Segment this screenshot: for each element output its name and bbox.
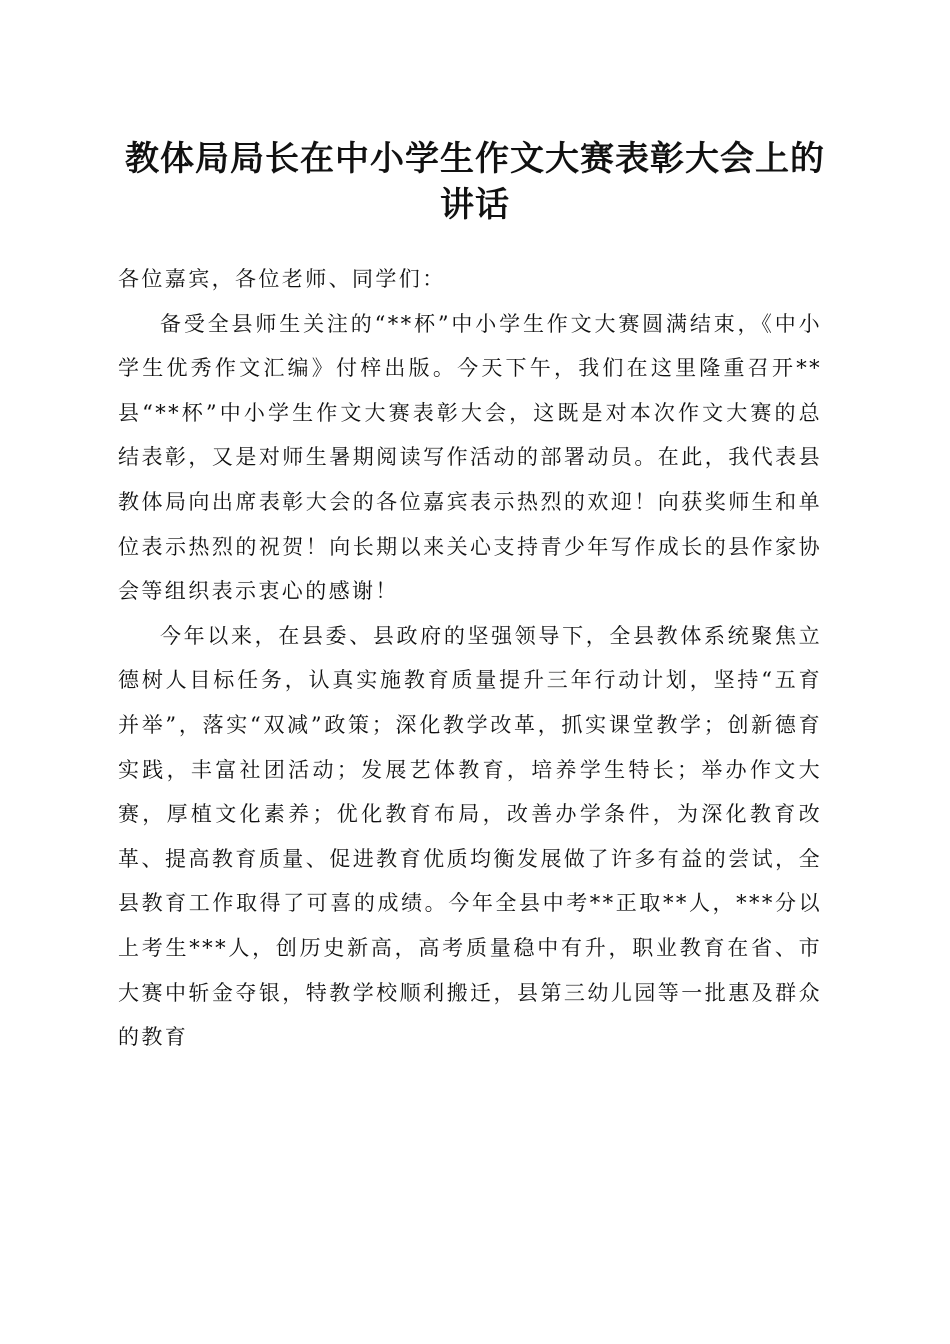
paragraph-1: 备受全县师生关注的“**杯”中小学生作文大赛圆满结束，《中小学生优秀作文汇编》付梓出版。今天下午，我们在这里隆重召开**县“**杯”中小学生作文大赛表彰大会，这既是对本次作文大赛的总结表彰，又是对师生暑期阅读写作活动的部署动员。在此，我代表县教体局向出席表彰大会的各位嘉宾表示热烈的欢迎！向获奖师生和单位表示热烈的祝贺！向长期以来关心支持青少年写作成长的县作家协会等组织表示衷心的感谢！	[118, 311, 822, 604]
paragraph-2: 今年以来，在县委、县政府的坚强领导下，全县教体系统聚焦立德树人目标任务，认真实施教育质量提升三年行动计划，坚持“五育并举”，落实“双减”政策；深化教学改革，抓实课堂教学；创新德育实践，丰富社团活动；发展艺体教育，培养学生特长；举办作文大赛，厚植文化素养；优化教育布局，改善办学条件，为深化教育改革、提高教育质量、促进教育优质均衡发展做了许多有益的尝试，全县教育工作取得了可喜的成绩。今年全县中考**正取**人，***分以上考生***人，创历史新高，高考质量稳中有升，职业教育在省、市大赛中斩金夺银，特教学校顺利搬迁，县第三幼儿园等一批惠及群众的教育	[118, 623, 822, 1050]
greeting-line: 各位嘉宾，各位老师、同学们：	[118, 267, 446, 291]
document-title: 教体局局长在中小学生作文大赛表彰大会上的讲话	[125, 139, 825, 225]
document-body	[118, 257, 822, 1060]
